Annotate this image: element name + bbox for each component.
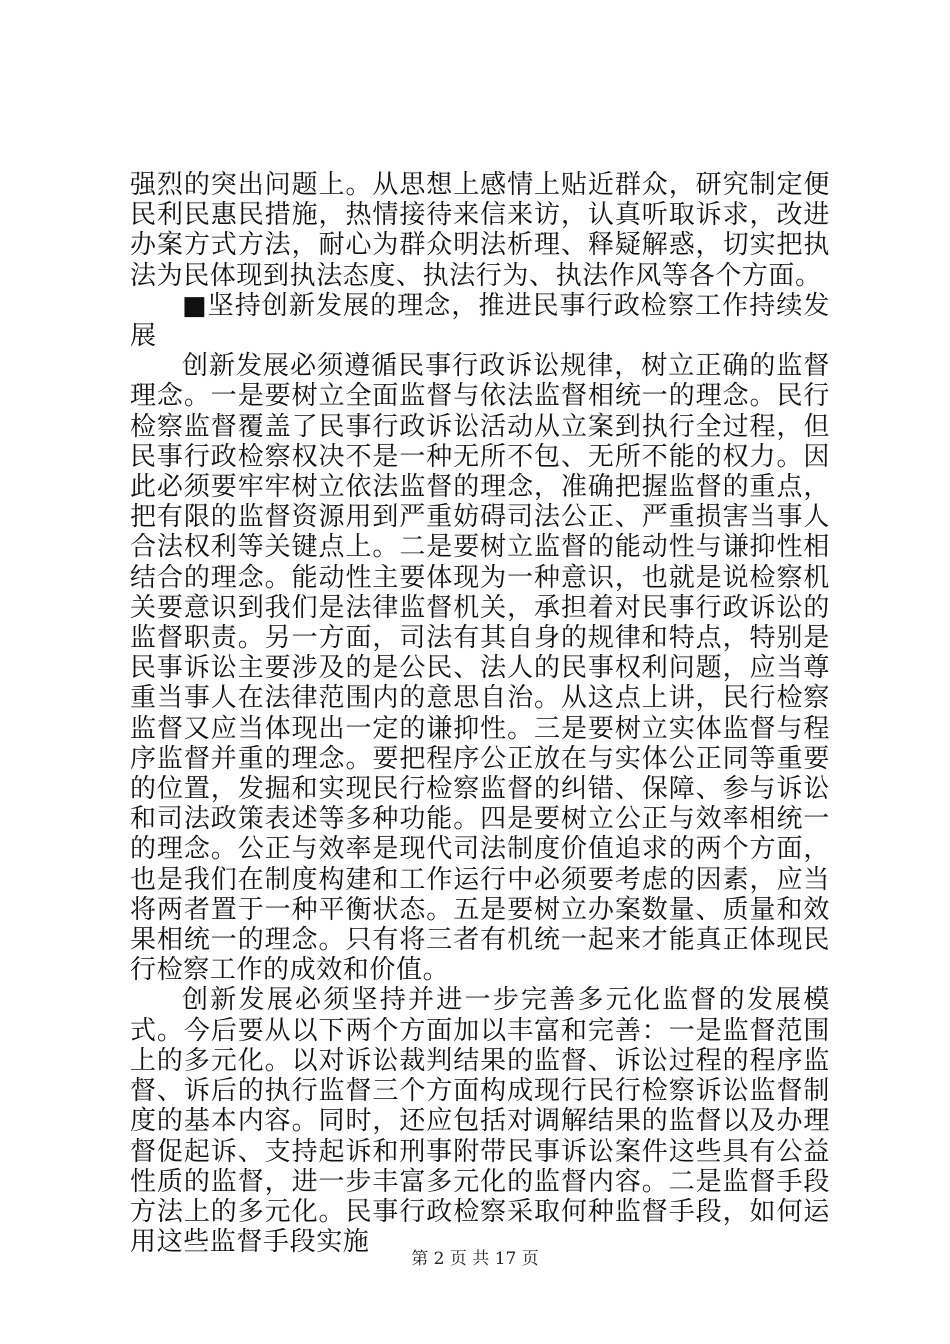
paragraph-continuation: 强烈的突出问题上。从思想上感情上贴近群众，研究制定便民利民惠民措施，热情接待来信来访，认真听取诉求，改进办案方式方法，耐心为群众明法析理、释疑解惑，切实把执法为民体现到执法态度、执法行为、执法作风等各个方面。 [130, 170, 830, 291]
page-footer: 第 2 页 共 17 页 [411, 1249, 539, 1269]
document-body [130, 170, 830, 1257]
paragraph-body-1: 创新发展必须遵循民事行政诉讼规律，树立正确的监督理念。一是要树立全面监督与依法监督相统一的理念。民行检察监督覆盖了民事行政诉讼活动从立案到执行全过程，但民事行政检察权决不是一种无所不包、无所不能的权力。因此必须要牢牢树立依法监督的理念，准确把握监督的重点，把有限的监督资源用到严重妨碍司法公正、严重损害当事人合法权利等关键点上。二是要树立监督的能动性与谦抑性相结合的理念。能动性主要体现为一种意识，也就是说检察机关要意识到我们是法律监督机关，承担着对民事行政诉讼的监督职责。另一方面，司法有其自身的规律和特点，特别是民事诉讼主要涉及的是公民、法人的民事权利问题，应当尊重当事人在法律范围内的意思自治。从这点上讲，民行检察监督又应当体现出一定的谦抑性。三是要树立实体监督与程序监督并重的理念。要把程序公正放在与实体公正同等重要的位置，发掘和实现民行检察监督的纠错、保障、参与诉讼和司法政策表述等多种功能。四是要树立公正与效率相统一的理念。公正与效率是现代司法制度价值追求的两个方面，也是我们在制度构建和工作运行中必须要考虑的因素，应当将两者置于一种平衡状态。五是要树立办案数量、质量和效果相统一的理念。只有将三者有机统一起来才能真正体现民行检察工作的成效和价值。 [130, 351, 830, 986]
section-heading: ■坚持创新发展的理念，推进民事行政检察工作持续发展 [130, 290, 830, 352]
paragraph-body-2: 创新发展必须坚持并进一步完善多元化监督的发展模式。今后要从以下两个方面加以丰富和完善：一是监督范围上的多元化。以对诉讼裁判结果的监督、诉讼过程的程序监督、诉后的执行监督三个方面构成现行民行检察诉讼监督制度的基本内容。同时，还应包括对调解结果的监督以及办理督促起诉、支持起诉和刑事附带民事诉讼案件这些具有公益性质的监督，进一步丰富多元化的监督内容。二是监督手段方法上的多元化。民事行政检察采取何种监督手段，如何运用这些监督手段实施 [130, 985, 830, 1258]
